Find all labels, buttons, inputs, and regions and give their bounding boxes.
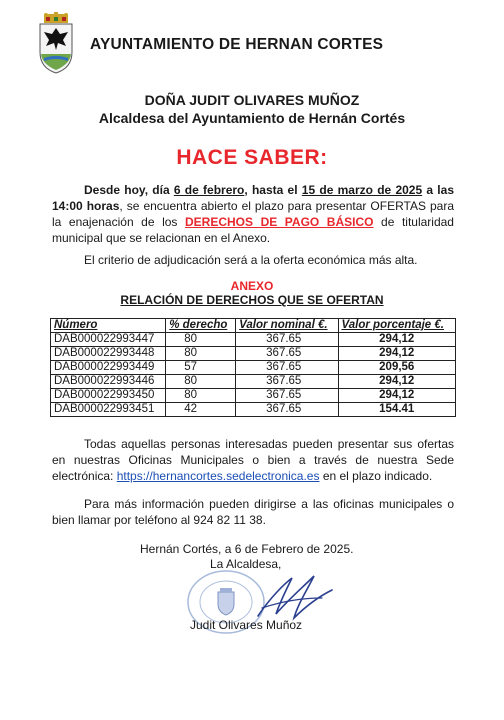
mayor-role: Alcaldesa del Ayuntamiento de Hernán Cortés bbox=[98, 110, 406, 126]
cell-percent: 80 bbox=[166, 389, 236, 403]
announcement-paragraph-2: El criterio de adjudicación será a la oferta económica más alta. bbox=[84, 253, 418, 267]
column-header-percent: % derecho bbox=[166, 319, 236, 333]
announcement-title: HACE SABER: bbox=[176, 146, 328, 169]
cell-percent: 80 bbox=[166, 375, 236, 389]
cell-percent: 42 bbox=[166, 403, 236, 417]
column-header-number: Número bbox=[51, 319, 166, 333]
cell-percent: 80 bbox=[166, 347, 236, 361]
p1-start-date: 6 de febrero bbox=[173, 183, 245, 197]
organization-title: AYUNTAMIENTO DE HERNAN CORTES bbox=[90, 36, 384, 53]
cell-nominal-value: 367.65 bbox=[236, 389, 338, 403]
annex-label: ANEXO bbox=[230, 279, 274, 293]
cell-percent-value: 209,56 bbox=[338, 361, 455, 375]
table-header-row bbox=[51, 319, 456, 333]
mayor-name: DOÑA JUDIT OLIVARES MUÑOZ bbox=[144, 92, 360, 108]
closing-paragraph-1 bbox=[52, 436, 454, 484]
cell-nominal-value: 367.65 bbox=[236, 347, 338, 361]
cell-nominal-value: 367.65 bbox=[236, 361, 338, 375]
table-row bbox=[51, 389, 456, 403]
signature-place-date: Hernán Cortés, a 6 de Febrero de 2025. bbox=[140, 542, 354, 556]
p3-text-a: Todas aquellas personas interesadas pueden presentar sus ofertas en nuestras Oficinas Municipales o bien a través de nuestra Sede electrónica: bbox=[52, 437, 454, 483]
cell-percent-value: 154.41 bbox=[338, 403, 455, 417]
cell-percent: 80 bbox=[166, 333, 236, 347]
sede-electronica-link[interactable]: https://hernancortes.sedelectronica.es bbox=[116, 469, 320, 483]
cell-number: DAB000022993451 bbox=[51, 403, 166, 417]
announcement-paragraph-1 bbox=[52, 182, 454, 246]
table-row bbox=[51, 361, 456, 375]
cell-percent-value: 294,12 bbox=[338, 347, 455, 361]
p1-end-date: 15 de marzo de 2025 bbox=[301, 183, 423, 197]
rights-table bbox=[50, 318, 456, 417]
cell-number: DAB000022993446 bbox=[51, 375, 166, 389]
p1-text-a: Desde hoy, día bbox=[84, 183, 174, 197]
p1-highlight: DERECHOS DE PAGO BÁSICO bbox=[185, 215, 374, 229]
p1-text-b: , hasta el bbox=[244, 183, 302, 197]
p1-text-d: , se encuentra abierto el plazo para presentar OFERTAS para la enajenación de los bbox=[52, 199, 455, 229]
cell-number: DAB000022993447 bbox=[51, 333, 166, 347]
cell-percent-value: 294,12 bbox=[338, 333, 455, 347]
closing-paragraph-2 bbox=[52, 496, 454, 528]
signature-role: La Alcaldesa, bbox=[210, 557, 282, 571]
cell-number: DAB000022993448 bbox=[51, 347, 166, 361]
cell-nominal-value: 367.65 bbox=[236, 375, 338, 389]
cell-nominal-value: 367.65 bbox=[236, 333, 338, 347]
table-row bbox=[51, 333, 456, 347]
cell-nominal-value: 367.65 bbox=[236, 403, 338, 417]
p1-time: 14:00 horas bbox=[52, 199, 120, 213]
annex-title: RELACIÓN DE DERECHOS QUE SE OFERTAN bbox=[120, 293, 384, 307]
signatory-name: Judit Olivares Muñoz bbox=[190, 618, 303, 632]
column-header-nominal-value: Valor nominal €. bbox=[236, 319, 338, 333]
coat-of-arms-logo bbox=[36, 12, 76, 74]
column-header-percent-value: Valor porcentaje €. bbox=[338, 319, 455, 333]
cell-percent: 57 bbox=[166, 361, 236, 375]
p1-text-e: de titularidad municipal que se relacionan en el Anexo. bbox=[52, 215, 454, 245]
cell-percent-value: 294,12 bbox=[338, 375, 455, 389]
p4-text: Para más información pueden dirigirse a las oficinas municipales o bien llamar por teléfono al 924 82 11 38. bbox=[52, 497, 454, 527]
p1-text-c: a las bbox=[422, 183, 454, 197]
table-row bbox=[51, 375, 456, 389]
cell-number: DAB000022993449 bbox=[51, 361, 166, 375]
table-row bbox=[51, 403, 456, 417]
cell-percent-value: 294,12 bbox=[338, 389, 455, 403]
cell-number: DAB000022993450 bbox=[51, 389, 166, 403]
table-row bbox=[51, 347, 456, 361]
p3-text-b: en el plazo indicado. bbox=[319, 469, 433, 483]
